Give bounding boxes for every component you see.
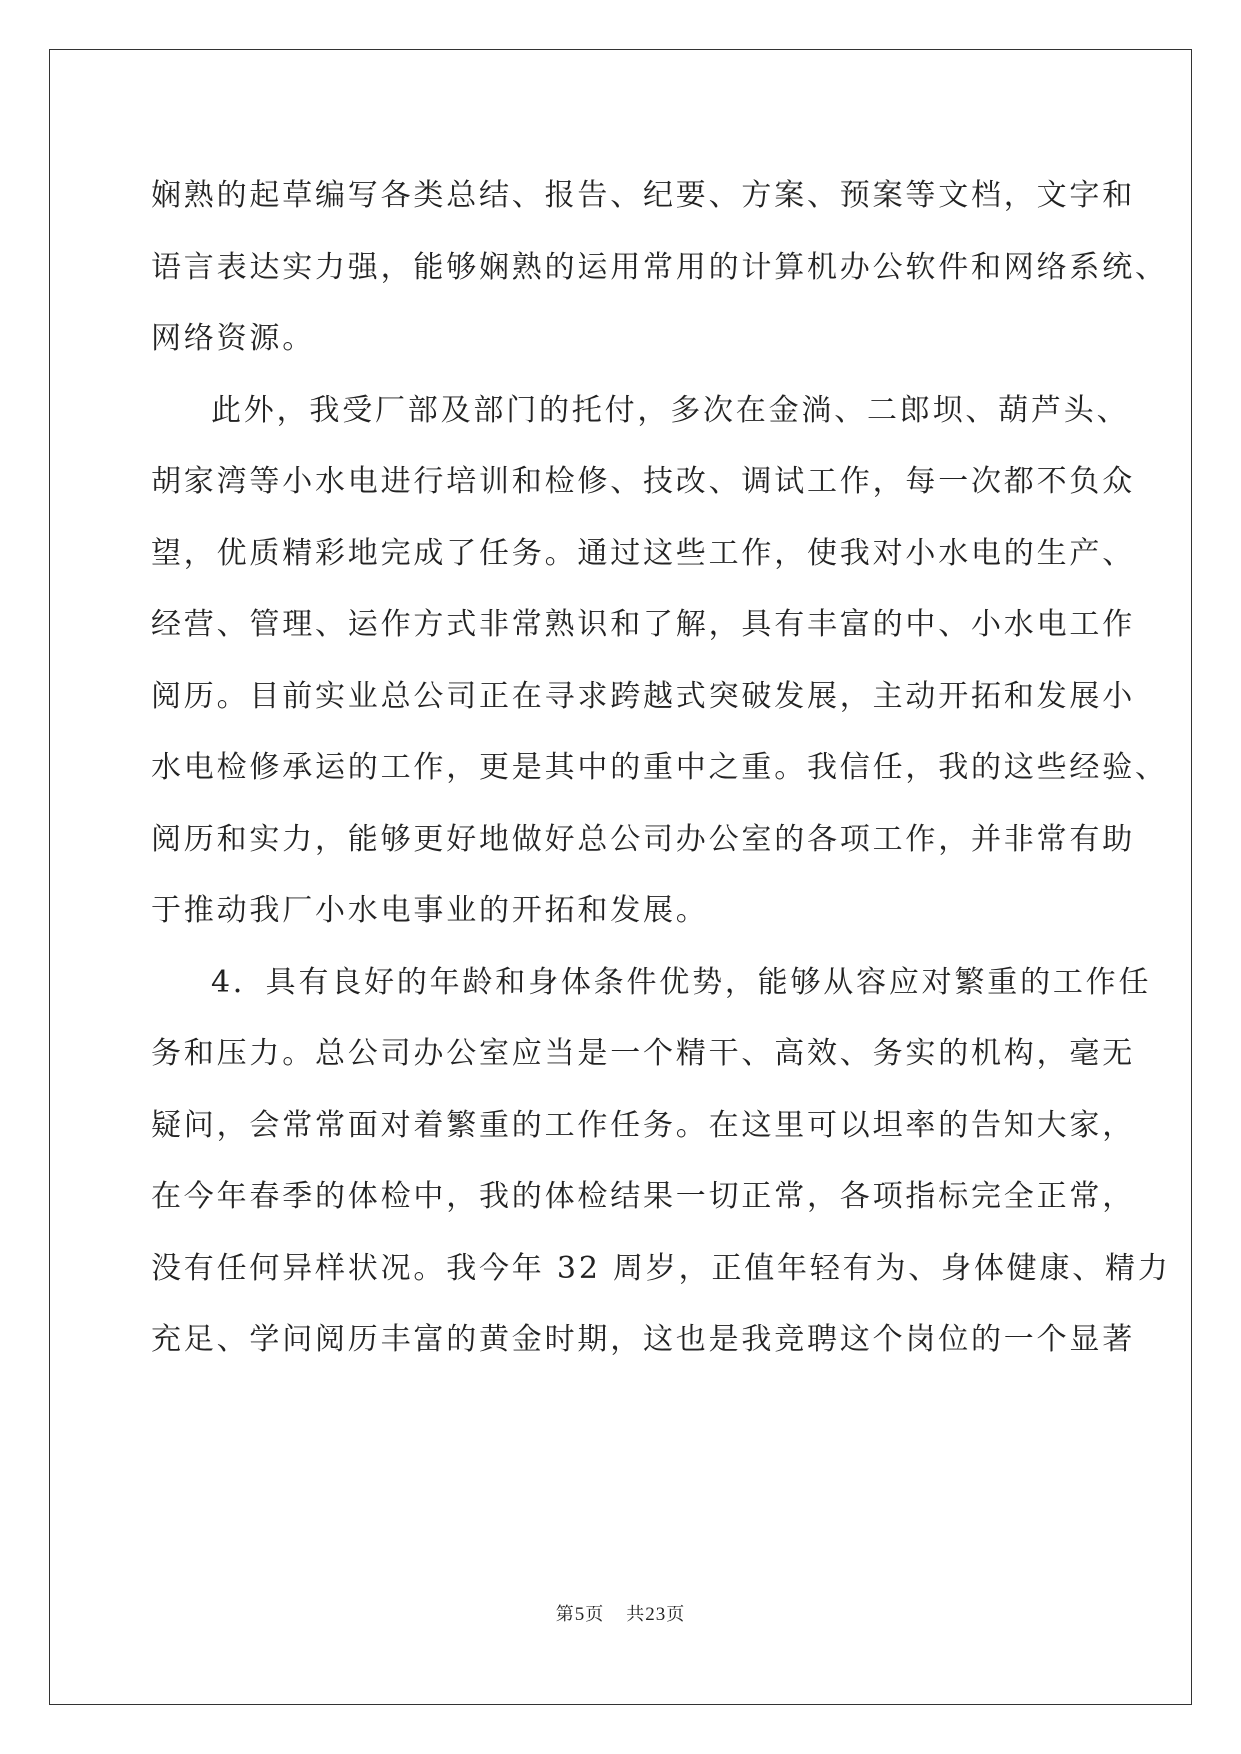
text-line: 语言表达实力强，能够娴熟的运用常用的计算机办公软件和网络系统、 xyxy=(151,249,1168,285)
paragraph-start-line: 此外，我受厂部及部门的托付，多次在金淌、二郎坝、葫芦头、 xyxy=(211,392,1130,428)
text-line: 没有任何异样状况。我今年 32 周岁，正值年轻有为、身体健康、精力 xyxy=(151,1250,1171,1286)
text-line: 疑问，会常常面对着繁重的工作任务。在这里可以坦率的告知大家， xyxy=(151,1107,1135,1143)
paragraph-start-line: 4．具有良好的年龄和身体条件优势，能够从容应对繁重的工作任 xyxy=(211,964,1152,1000)
page-number: 5 xyxy=(574,1604,586,1625)
text-line: 在今年春季的体检中，我的体检结果一切正常，各项指标完全正常， xyxy=(151,1179,1135,1214)
text-line: 经营、管理、运作方式非常熟识和了解，具有丰富的中、小水电工作 xyxy=(151,607,1135,642)
text-line: 娴熟的起草编写各类总结、报告、纪要、方案、预案等文档，文字和 xyxy=(151,178,1135,213)
page-suffix: 页 xyxy=(585,1604,605,1625)
text-line: 务和压力。总公司办公室应当是一个精干、高效、务实的机构，毫无 xyxy=(151,1036,1135,1071)
total-suffix: 页 xyxy=(666,1604,686,1625)
text-line: 阅历和实力，能够更好地做好总公司办公室的各项工作，并非常有助 xyxy=(151,821,1135,857)
page-footer xyxy=(0,1600,1241,1626)
text-line: 充足、学问阅历丰富的黄金时期，这也是我竞聘这个岗位的一个显著 xyxy=(151,1322,1135,1357)
page-prefix: 第 xyxy=(555,1604,575,1625)
total-prefix: 共 xyxy=(626,1604,646,1625)
text-line: 胡家湾等小水电进行培训和检修、技改、调试工作，每一次都不负众 xyxy=(151,464,1135,499)
text-line: 水电检修承运的工作，更是其中的重中之重。我信任，我的这些经验、 xyxy=(151,750,1168,785)
total-pages: 23 xyxy=(645,1604,667,1625)
text-line: 网络资源。 xyxy=(151,321,315,356)
text-line: 阅历。目前实业总公司正在寻求跨越式突破发展，主动开拓和发展小 xyxy=(151,678,1135,714)
text-line: 于推动我厂小水电事业的开拓和发展。 xyxy=(151,893,709,928)
document-body xyxy=(151,164,1171,1380)
text-line: 望，优质精彩地完成了任务。通过这些工作，使我对小水电的生产、 xyxy=(151,535,1135,571)
